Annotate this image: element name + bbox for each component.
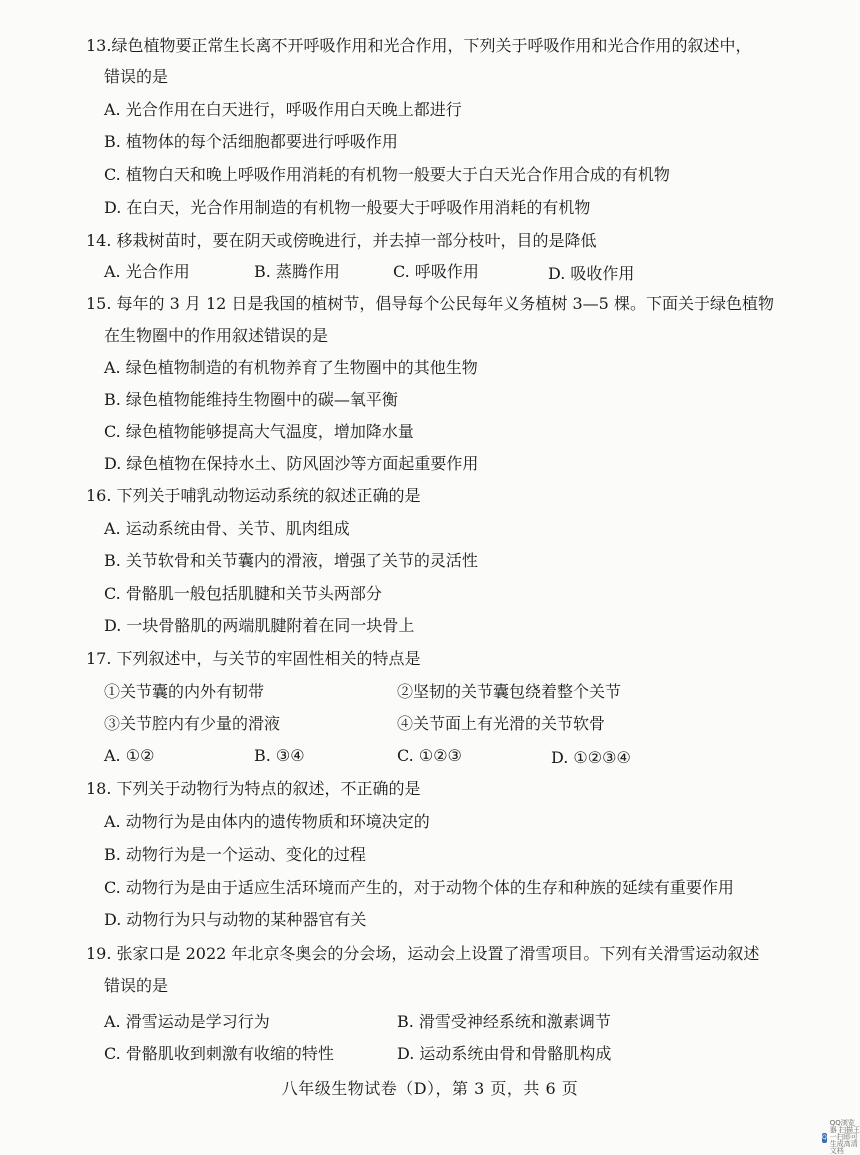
page-footer: 八年级生物试卷（D），第 3 页，共 6 页 [281, 1079, 579, 1098]
q17-option-b: B. ③④ [254, 746, 305, 765]
q15-option-d: D. 绿色植物在保持水土、防风固沙等方面起重要作用 [104, 454, 479, 473]
q15-option-c: C. 绿色植物能够提高大气温度，增加降水量 [104, 422, 414, 441]
q16-option-d: D. 一块骨骼肌的两端肌腱附着在同一块骨上 [104, 616, 415, 635]
q15-option-a: A. 绿色植物制造的有机物养育了生物圈中的其他生物 [104, 358, 478, 377]
scanner-logo-icon: Q [822, 1133, 827, 1141]
q13-option-d: D. 在白天，光合作用制造的有机物一般要大于呼吸作用消耗的有机物 [104, 198, 591, 217]
q14-option-c: C. 呼吸作用 [393, 262, 479, 281]
q17-option-d: D. ①②③④ [551, 748, 631, 767]
q19-option-d: D. 运动系统由骨和骨骼肌构成 [397, 1044, 612, 1063]
q14-option-d: D. 吸收作用 [548, 264, 635, 283]
q18-option-d: D. 动物行为只与动物的某种器官有关 [104, 910, 367, 929]
q13-option-c: C. 植物白天和晚上呼吸作用消耗的有机物一般要大于白天光合作用合成的有机物 [104, 165, 670, 184]
q17-option-a: A. ①② [104, 746, 155, 765]
q19-stem-line2: 错误的是 [104, 976, 169, 995]
q13-stem-line2: 错误的是 [104, 67, 169, 86]
q19-stem-line1: 19. 张家口是 2022 年北京冬奥会的分会场，运动会上设置了滑雪项目。下列有关滑雪运动叙述 [86, 944, 760, 963]
q16-option-b: B. 关节软骨和关节囊内的滑液，增强了关节的灵活性 [104, 551, 478, 570]
q18-option-b: B. 动物行为是一个运动、变化的过程 [104, 845, 366, 864]
q17-statement-2: ②坚韧的关节囊包绕着整个关节 [397, 682, 622, 701]
q16-option-a: A. 运动系统由骨、关节、肌肉组成 [104, 519, 350, 538]
q13-option-a: A. 光合作用在白天进行，呼吸作用白天晚上都进行 [104, 100, 462, 119]
q17-option-c: C. ①②③ [397, 746, 462, 765]
q17-statement-1: ①关节囊的内外有韧带 [104, 682, 265, 701]
q15-stem-line1: 15. 每年的 3 月 12 日是我国的植树节，倡导每个公民每年义务植树 3—5 棵。下面关于绿色植物 [86, 294, 774, 313]
q13-stem-line1: 13.绿色植物要正常生长离不开呼吸作用和光合作用，下列关于呼吸作用和光合作用的叙述中， [86, 36, 752, 55]
q13-option-b: B. 植物体的每个活细胞都要进行呼吸作用 [104, 132, 398, 151]
q17-stem: 17. 下列叙述中，与关节的牢固性相关的特点是 [86, 649, 421, 668]
q19-option-b: B. 滑雪受神经系统和激素调节 [397, 1012, 611, 1031]
q18-option-c: C. 动物行为是由于适应生活环境而产生的，对于动物个体的生存和种族的延续有重要作用 [104, 878, 734, 897]
scanner-watermark [822, 1120, 860, 1155]
scanner-watermark-line1: QQ浏览器 扫描王 [829, 1119, 860, 1134]
scanner-watermark-text [830, 1120, 860, 1155]
q15-option-b: B. 绿色植物能维持生物圈中的碳—氧平衡 [104, 390, 398, 409]
q19-option-a: A. 滑雪运动是学习行为 [104, 1012, 270, 1031]
q18-option-a: A. 动物行为是由体内的遗传物质和环境决定的 [104, 812, 430, 831]
q14-stem: 14. 移栽树苗时，要在阴天或傍晚进行，并去掉一部分枝叶，目的是降低 [86, 231, 597, 250]
q15-stem-line2: 在生物圈中的作用叙述错误的是 [104, 326, 329, 345]
q16-option-c: C. 骨骼肌一般包括肌腱和关节头两部分 [104, 584, 382, 603]
q17-statement-3: ③关节腔内有少量的滑液 [104, 714, 281, 733]
q18-stem: 18. 下列关于动物行为特点的叙述，不正确的是 [86, 779, 421, 798]
q14-option-a: A. 光合作用 [104, 262, 190, 281]
scanner-watermark-line2: 一扫即可生成高清文档 [829, 1133, 858, 1155]
q17-statement-4: ④关节面上有光滑的关节软骨 [397, 714, 606, 733]
q14-option-b: B. 蒸腾作用 [254, 262, 340, 281]
q16-stem: 16. 下列关于哺乳动物运动系统的叙述正确的是 [86, 486, 421, 505]
q19-option-c: C. 骨骼肌收到刺激有收缩的特性 [104, 1044, 334, 1063]
